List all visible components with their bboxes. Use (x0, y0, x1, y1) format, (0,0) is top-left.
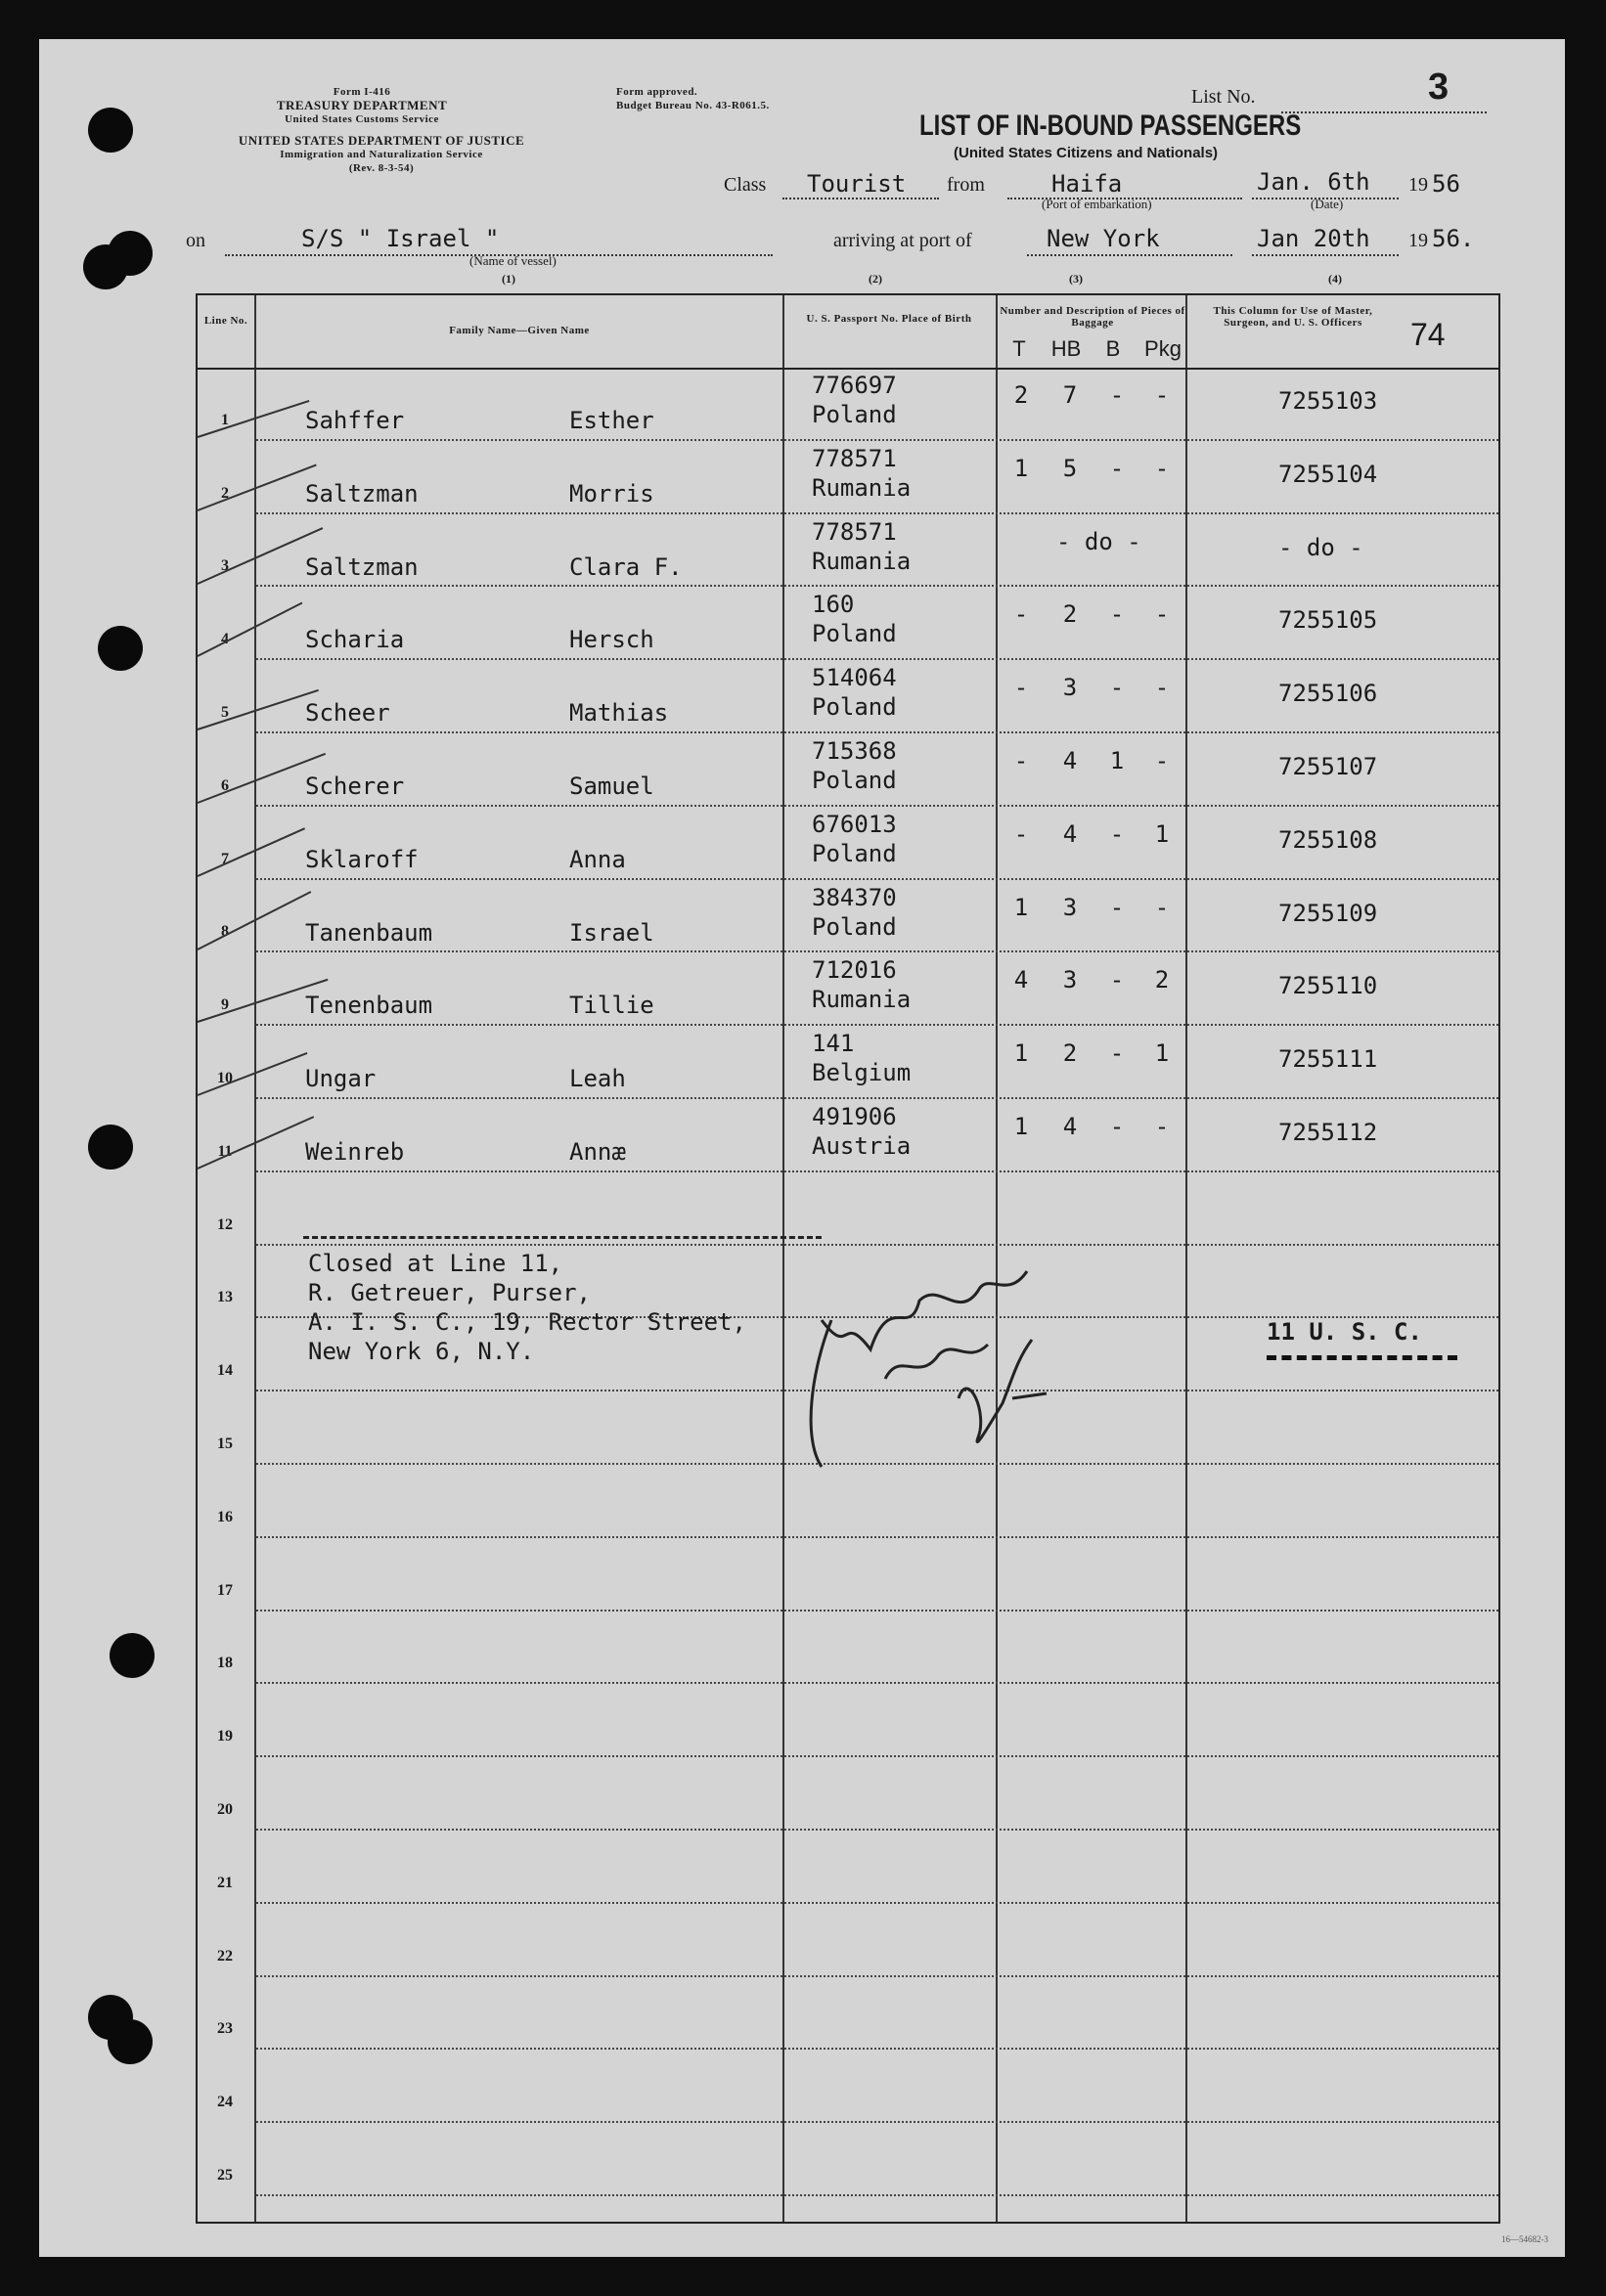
header-baggage: Number and Description of Pieces of Baggage (1000, 305, 1185, 329)
department-of-justice: UNITED STATES DEPARTMENT OF JUSTICE (238, 133, 525, 148)
form-number: Form I-416 (333, 86, 391, 98)
page-subtitle: (United States Citizens and Nationals) (954, 145, 1219, 161)
row-separator (256, 1902, 1498, 1904)
header-bag-t: T (1012, 336, 1026, 361)
line-number: 18 (217, 1655, 233, 1672)
baggage-b: - (1109, 674, 1125, 702)
passport-number: 776697 (812, 372, 897, 399)
baggage-pkg: - (1154, 1113, 1170, 1140)
line-number: 12 (217, 1215, 233, 1233)
officer-number: 7255110 (1278, 972, 1378, 1000)
header-bag-b: B (1105, 336, 1121, 361)
officer-number: 7255106 (1278, 680, 1378, 708)
check-mark (198, 602, 303, 657)
baggage-pkg: - (1154, 674, 1170, 702)
place-of-birth: Poland (812, 401, 897, 428)
closing-line-4: New York 6, N.Y. (308, 1338, 535, 1365)
header-line-no: Line No. (203, 315, 248, 327)
row-separator (256, 2121, 1498, 2123)
baggage-pkg: - (1154, 893, 1170, 921)
baggage-t: - (1013, 819, 1029, 848)
officer-number: 7255104 (1278, 460, 1378, 488)
baggage-hb: 4 (1062, 1113, 1078, 1140)
row-separator (256, 731, 1498, 733)
given-name: Israel (569, 918, 654, 947)
officer-number: 7255107 (1278, 753, 1378, 780)
on-label: on (186, 230, 205, 251)
place-of-birth: Poland (812, 839, 897, 867)
row-separator (256, 585, 1498, 587)
list-no-value: 3 (1428, 66, 1450, 108)
line-number: 22 (217, 1947, 233, 1965)
baggage-t: 2 (1013, 381, 1029, 409)
line-number: 21 (217, 1874, 233, 1891)
vessel-name: S/S " Israel " (301, 225, 500, 252)
baggage-pkg: - (1154, 600, 1170, 629)
line-number: 20 (217, 1801, 233, 1818)
officer-number: 7255109 (1278, 899, 1378, 927)
baggage-t: 1 (1013, 1039, 1029, 1068)
row-separator (256, 2048, 1498, 2050)
punch-hole (108, 2019, 153, 2064)
baggage-pkg: - (1154, 747, 1170, 774)
class-label: Class (724, 174, 767, 196)
row-separator (256, 658, 1498, 660)
row-separator (256, 1097, 1498, 1099)
row-separator (256, 2194, 1498, 2196)
page-title: LIST OF IN-BOUND PASSENGERS (919, 110, 1302, 142)
baggage-pkg: 2 (1154, 966, 1170, 994)
baggage-t: - (1013, 747, 1029, 774)
line-number: 6 (221, 776, 229, 794)
punch-hole (88, 1125, 133, 1170)
given-name: Leah (569, 1065, 626, 1093)
class-value: Tourist (807, 170, 907, 198)
form-approved: Form approved. (616, 86, 698, 98)
passport-number: 778571 (812, 444, 897, 472)
baggage-b: - (1109, 819, 1125, 848)
given-name: Annæ (569, 1138, 626, 1166)
baggage-b: - (1109, 454, 1125, 482)
officer-number: 7255105 (1278, 606, 1378, 635)
line-number: 25 (217, 2167, 233, 2184)
vessel-caption: (Name of vessel) (469, 253, 557, 268)
manifest-sheet (39, 39, 1565, 2257)
officer-number: - do - (1278, 533, 1363, 561)
punch-hole (98, 626, 143, 671)
place-of-birth: Rumania (812, 473, 912, 502)
line-number: 13 (217, 1289, 233, 1306)
line-number: 2 (221, 484, 229, 502)
line-number: 15 (217, 1435, 233, 1452)
family-name: Tanenbaum (305, 918, 433, 947)
date-caption: (Date) (1311, 197, 1344, 211)
baggage-b: - (1109, 893, 1125, 921)
officer-note: 74 (1410, 317, 1446, 352)
baggage-pkg: 1 (1154, 819, 1170, 848)
family-name: Scharia (305, 626, 405, 654)
year-value: 56 (1432, 170, 1460, 198)
baggage-b: - (1109, 600, 1125, 629)
passport-number: 712016 (812, 956, 897, 985)
baggage-hb: 5 (1062, 454, 1078, 482)
line-number: 14 (217, 1362, 233, 1380)
header-name: Family Name—Given Name (449, 325, 590, 336)
family-name: Tenenbaum (305, 992, 433, 1020)
treasury-department: TREASURY DEPARTMENT (276, 98, 448, 112)
baggage-hb: 2 (1062, 1039, 1078, 1068)
baggage-hb: 7 (1062, 381, 1078, 409)
caption-4: (4) (1328, 272, 1342, 286)
caption-1: (1) (502, 272, 515, 286)
passport-number: 514064 (812, 664, 897, 692)
closing-line-2: R. Getreuer, Purser, (308, 1279, 591, 1306)
passport-number: 676013 (812, 810, 897, 838)
passport-number: 160 (812, 591, 855, 619)
from-value: Haifa (1051, 170, 1123, 198)
arrival-year-prefix: 19 (1408, 230, 1428, 251)
row-separator (256, 1170, 1498, 1172)
place-of-birth: Poland (812, 693, 897, 722)
row-separator (256, 805, 1498, 807)
line-number: 11 (217, 1142, 233, 1160)
given-name: Esther (569, 407, 654, 434)
baggage-t: - (1013, 674, 1029, 702)
from-label: from (947, 174, 985, 196)
baggage-t: 1 (1013, 893, 1029, 921)
family-name: Weinreb (305, 1138, 405, 1166)
departure-date: Jan. 6th (1257, 168, 1370, 196)
baggage-b: - (1109, 381, 1125, 409)
given-name: Mathias (569, 699, 669, 728)
place-of-birth: Rumania (812, 547, 912, 575)
baggage-t: 4 (1013, 966, 1029, 994)
baggage-hb: 2 (1062, 600, 1078, 629)
arrival-date: Jan 20th (1257, 225, 1370, 252)
baggage-b: - (1109, 966, 1125, 994)
baggage-hb: 4 (1062, 819, 1078, 848)
passport-number: 778571 (812, 517, 897, 546)
arrival-year: 56. (1432, 225, 1475, 252)
line-number: 7 (221, 850, 229, 867)
line-number: 16 (217, 1508, 233, 1525)
officer-number: 7255112 (1278, 1119, 1378, 1146)
ins-line: Immigration and Naturalization Service (280, 149, 483, 160)
line-number: 24 (217, 2094, 233, 2111)
usc-double-underline (1267, 1355, 1457, 1360)
baggage-t: 1 (1013, 1113, 1029, 1140)
place-of-birth: Poland (812, 620, 897, 648)
line-number: 9 (221, 996, 229, 1014)
header-officers: This Column for Use of Master, Surgeon, and U. S. Officers (1213, 305, 1373, 329)
given-name: Morris (569, 479, 654, 508)
baggage-b: 1 (1109, 747, 1125, 774)
officer-number: 7255108 (1278, 825, 1378, 854)
family-name: Scherer (305, 773, 405, 800)
row-separator (256, 1975, 1498, 1977)
baggage-pkg: 1 (1154, 1039, 1170, 1068)
year-prefix: 19 (1408, 174, 1428, 196)
place-of-birth: Rumania (812, 986, 912, 1014)
punch-hole (110, 1633, 155, 1678)
place-of-birth: Poland (812, 912, 897, 941)
passport-number: 491906 (812, 1103, 897, 1130)
caption-3: (3) (1069, 272, 1083, 286)
family-name: Ungar (305, 1065, 377, 1093)
revision: (Rev. 8-3-54) (348, 162, 415, 174)
given-name: Tillie (569, 992, 654, 1020)
family-name: Saltzman (305, 479, 419, 508)
baggage-pkg: - (1154, 381, 1170, 409)
place-of-birth: Poland (812, 767, 897, 794)
officer-number: 7255103 (1278, 387, 1378, 415)
row-separator (256, 512, 1498, 514)
baggage-t: - (1013, 600, 1029, 629)
footer-code: 16—54682-3 (1501, 2234, 1548, 2244)
baggage-ditto: - do - (1056, 527, 1141, 555)
inspector-signature (792, 1203, 1125, 1496)
budget-bureau: Budget Bureau No. 43-R061.5. (616, 100, 770, 111)
family-name: Scheer (305, 699, 390, 728)
baggage-pkg: - (1154, 454, 1170, 482)
family-name: Sahffer (305, 407, 405, 434)
passport-number: 715368 (812, 737, 897, 765)
header-bag-hb: HB (1050, 336, 1082, 361)
usc-total: 11 U. S. C. (1267, 1318, 1422, 1346)
baggage-t: 1 (1013, 454, 1029, 482)
baggage-hb: 3 (1062, 966, 1078, 994)
line-number: 17 (217, 1581, 233, 1599)
line-number: 8 (221, 923, 229, 941)
given-name: Clara F. (569, 552, 683, 581)
given-name: Samuel (569, 773, 654, 800)
baggage-b: - (1109, 1113, 1125, 1140)
baggage-hb: 3 (1062, 674, 1078, 702)
given-name: Hersch (569, 626, 654, 654)
line-number: 5 (221, 704, 229, 721)
passport-number: 141 (812, 1030, 855, 1058)
closing-line-3: A. I. S. C., 19, Rector Street, (308, 1308, 746, 1336)
arriving-label: arriving at port of (833, 230, 972, 251)
line-number: 19 (217, 1728, 233, 1745)
passport-number: 384370 (812, 883, 897, 911)
line-number: 10 (217, 1070, 233, 1086)
row-separator (256, 1829, 1498, 1831)
line-number: 3 (221, 557, 229, 575)
arrival-port: New York (1047, 225, 1160, 252)
family-name: Saltzman (305, 552, 419, 581)
port-caption: (Port of embarkation) (1042, 197, 1152, 211)
header-passport: U. S. Passport No. Place of Birth (806, 313, 972, 325)
list-no-label: List No. (1191, 86, 1256, 108)
officer-number: 7255111 (1278, 1045, 1378, 1074)
row-separator (256, 878, 1498, 880)
caption-2: (2) (869, 272, 882, 286)
punch-hole (108, 231, 153, 276)
closing-line-1: Closed at Line 11, (308, 1250, 563, 1277)
family-name: Sklaroff (305, 845, 419, 873)
row-separator (256, 1024, 1498, 1026)
row-separator (256, 439, 1498, 441)
row-separator (256, 950, 1498, 952)
place-of-birth: Belgium (812, 1059, 912, 1087)
line-number: 1 (221, 411, 229, 428)
header-bag-pkg: Pkg (1144, 336, 1182, 361)
baggage-hb: 4 (1062, 747, 1078, 774)
row-separator (256, 1682, 1498, 1684)
row-separator (256, 1755, 1498, 1757)
check-mark (198, 527, 324, 585)
row-separator (256, 1536, 1498, 1538)
punch-hole (88, 108, 133, 153)
closing-separator (303, 1236, 822, 1239)
given-name: Anna (569, 845, 626, 873)
line-number: 23 (217, 2020, 233, 2038)
line-number: 4 (221, 631, 229, 648)
baggage-b: - (1109, 1039, 1125, 1068)
customs-service: United States Customs Service (285, 113, 439, 125)
baggage-hb: 3 (1062, 893, 1078, 921)
place-of-birth: Austria (812, 1132, 912, 1160)
row-separator (256, 1610, 1498, 1612)
